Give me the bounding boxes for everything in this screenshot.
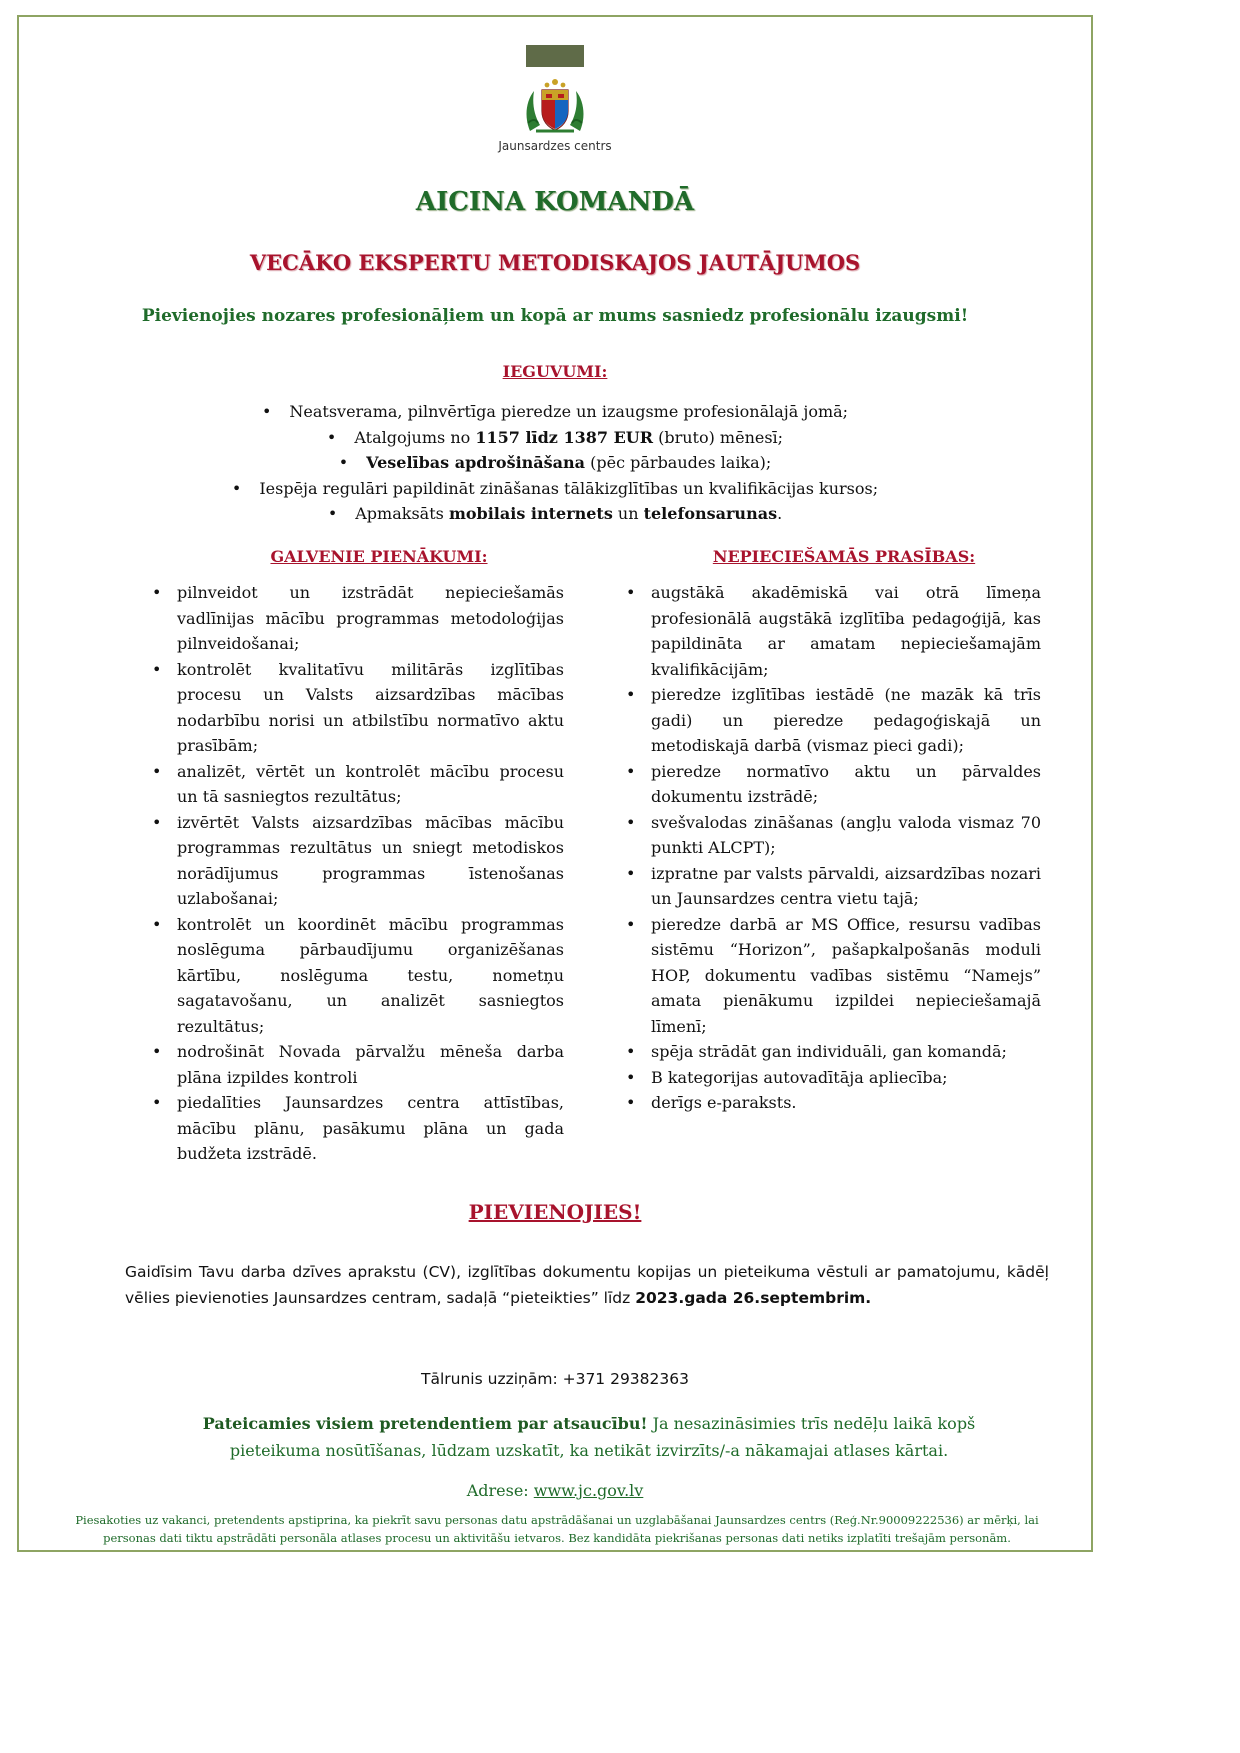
logo <box>19 45 1091 153</box>
requirement-item: • svešvalodas zināšanas (angļu valoda vismaz 70 punkti ALCPT); <box>623 810 1041 861</box>
latvia-coat-of-arms-icon <box>522 73 588 135</box>
logo-bar <box>526 45 584 67</box>
benefit-item <box>19 476 1091 502</box>
benefit-text: Atalgojums no <box>354 427 476 447</box>
thanks-text: Ja nesazināsimies trīs nedēļu laikā kopš pieteikuma nosūtīšanas, lūdzam uzskatīt, ka netikāt izvirzīts/-a nākamajai atlases kārtai. <box>229 1414 976 1460</box>
page-title: AICINA KOMANDĀ <box>415 187 695 217</box>
benefit-text: mobilais internets <box>448 504 613 523</box>
vacancy-page <box>17 15 1093 1552</box>
requirement-item: • pieredze darbā ar MS Office, resursu vadības sistēmu “Horizon”, pašapkalpošanās moduli HOP, dokumentu vadības sistēmu “Namejs” amata pienākumu izpildei nepieciešamajā līmenī; <box>623 912 1041 1040</box>
position-title: VECĀKO EKSPERTU METODISKAJOS JAUTĀJUMOS <box>249 250 861 275</box>
benefit-text: un <box>612 504 644 523</box>
requirement-item: • spēja strādāt gan individuāli, gan komandā; <box>623 1039 1041 1065</box>
duty-item: • kontrolēt kvalitatīvu militārās izglītības procesu un Valsts aizsardzības mācības nodarbību norisi un atbilstību normatīvo aktu prasībām; <box>149 657 564 759</box>
requirement-item: • izpratne par valsts pārvaldi, aizsardzības nozari un Jaunsardzes centra vietu tajā; <box>623 861 1041 912</box>
benefit-text: telefonsarunas <box>643 504 778 523</box>
privacy-footer: Piesakoties uz vakanci, pretendents apstiprina, ka piekrīt savu personas datu apstrādāšanai un uzglabāšanai Jaunsardzes centrs (Reģ.Nr.90009222536) ar mērķi, lai personas dati tiktu apstrādāti personāla atlases procesu un aktivitāšu ietvaros. Bez kandidāta piekrišanas personas dati netiks izplatīti trešajām personām. <box>75 1513 1039 1545</box>
duty-item: • pilnveidot un izstrādāt nepieciešamās vadlīnijas mācību programmas metodoloģijas pilnveidošanai; <box>149 580 564 657</box>
thanks-bold: Pateicamies visiem pretendentiem par atsaucību! <box>202 1414 648 1433</box>
duty-item: • kontrolēt un koordinēt mācību programmas noslēguma pārbaudījumu organizēšanas kārtību, noslēguma testu, nometņu sagatavošanu, un analizēt sasniegtos rezultātus; <box>149 912 564 1040</box>
benefit-text: 1157 līdz 1387 EUR <box>475 427 654 447</box>
duty-item: • piedalīties Jaunsardzes centra attīstības, mācību plānu, pasākumu plāna un gada budžeta izstrādē. <box>149 1090 564 1167</box>
application-deadline: 2023.gada 26.septembrim. <box>635 1288 872 1307</box>
requirements-heading: NEPIECIEŠAMĀS PRASĪBAS: <box>712 547 976 566</box>
benefits-heading: IEGUVUMI: <box>502 362 608 381</box>
address <box>19 1481 1091 1500</box>
duties-list <box>149 580 564 1167</box>
application-text: Gaidīsim Tavu darba dzīves aprakstu (CV), izglītības dokumentu kopijas un pieteikuma vēstuli ar pamatojumu, kādēļ vēlies pievienoties Jaunsardzes centram, sadaļā “pieteikties” līdz <box>125 1263 1049 1307</box>
benefits-list <box>19 399 1091 527</box>
join-heading: PIEVIENOJIES! <box>468 1200 642 1224</box>
benefit-text: Apmaksāts <box>355 504 449 523</box>
requirement-item: • pieredze normatīvo aktu un pārvaldes dokumentu izstrādē; <box>623 759 1041 810</box>
requirements-list <box>623 580 1041 1116</box>
duties-heading: GALVENIE PIENĀKUMI: <box>270 547 488 566</box>
duty-item: • analizēt, vērtēt un kontrolēt mācību procesu un tā sasniegtos rezultātus; <box>149 759 564 810</box>
tagline: Pievienojies nozares profesionāļiem un kopā ar mums sasniedz profesionālu izaugsmi! <box>141 306 969 326</box>
contact-phone: Tālrunis uzziņām: +371 29382363 <box>421 1370 689 1388</box>
application-instructions <box>125 1260 1049 1311</box>
benefit-item <box>19 501 1091 527</box>
duty-item: • nodrošināt Novada pārvalžu mēneša darba plāna izpildes kontroli <box>149 1039 564 1090</box>
requirement-item: • pieredze izglītības iestādē (ne mazāk kā trīs gadi) un pieredze pedagoģiskajā un metodiskajā darbā (vismaz pieci gadi); <box>623 682 1041 759</box>
org-name: Jaunsardzes centrs <box>498 139 612 153</box>
benefit-item <box>19 425 1091 451</box>
benefit-text: Iespēja regulāri papildināt zināšanas tālākizglītības un kvalifikācijas kursos; <box>259 478 879 498</box>
benefit-text: (bruto) mēnesī; <box>653 427 784 447</box>
duty-item: • izvērtēt Valsts aizsardzības mācības mācību programmas rezultātus un sniegt metodiskos norādījumus programmas īstenošanas uzlabošanai; <box>149 810 564 912</box>
benefit-text: . <box>777 504 783 523</box>
benefit-text: Neatsverama, pilnvērtīga pieredze un izaugsme profesionālajā jomā; <box>289 402 849 421</box>
thanks-note <box>169 1410 1009 1464</box>
benefit-text: Veselības apdrošināšana <box>366 453 586 472</box>
requirement-item: • B kategorijas autovadītāja apliecība; <box>623 1065 1041 1091</box>
benefit-item <box>19 450 1091 476</box>
website-link[interactable]: www.jc.gov.lv <box>533 1481 644 1500</box>
address-label: Adrese: <box>466 1481 534 1500</box>
benefit-item <box>19 399 1091 425</box>
requirement-item: • augstākā akadēmiskā vai otrā līmeņa profesionālā augstākā izglītība pedagoģijā, kas papildināta ar amatam nepieciešamajām kvalifikācijām; <box>623 580 1041 682</box>
requirement-item: • derīgs e-paraksts. <box>623 1090 1041 1116</box>
benefit-text: (pēc pārbaudes laika); <box>585 453 772 472</box>
